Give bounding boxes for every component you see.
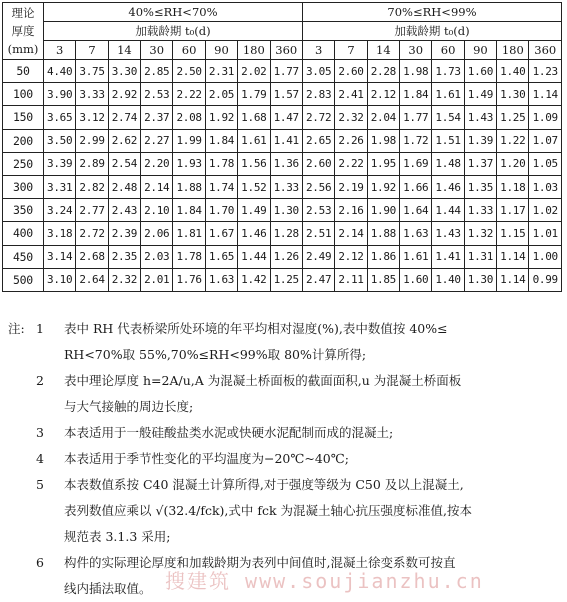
creep-value-cell: 2.77 [76,199,108,222]
table-row [3,152,562,175]
note-number: 6 [36,555,44,570]
creep-coefficient-table [2,2,562,292]
table-body [3,60,562,292]
creep-value-cell: 1.33 [270,175,302,198]
creep-value-cell: 1.23 [529,60,562,83]
site-watermark: 搜建筑 www.soujianzhu.cn [165,569,484,593]
age-header-right-60: 60 [432,41,464,60]
creep-value-cell: 1.61 [238,129,270,152]
note-number: 5 [36,477,44,492]
table-row [3,175,562,198]
creep-value-cell: 2.16 [335,199,367,222]
thickness-cell: 450 [3,245,44,268]
creep-value-cell: 2.54 [108,152,140,175]
creep-value-cell: 1.43 [432,222,464,245]
creep-value-cell: 1.64 [400,199,432,222]
creep-value-cell: 1.92 [367,175,399,198]
creep-value-cell: 1.84 [173,199,205,222]
creep-value-cell: 2.60 [302,152,334,175]
creep-value-cell: 1.20 [497,152,529,175]
creep-value-cell: 1.41 [270,129,302,152]
creep-value-cell: 2.28 [367,60,399,83]
note-4 [0,446,565,472]
creep-value-cell: 1.22 [497,129,529,152]
creep-value-cell: 1.46 [432,175,464,198]
creep-value-cell: 2.14 [141,175,173,198]
note-1 [0,316,565,368]
creep-value-cell: 1.14 [529,83,562,106]
note-number: 4 [36,451,44,466]
creep-value-cell: 3.24 [43,199,75,222]
note-4-line-1: 本表适用于季节性变化的平均温度为−20℃~40℃; [64,451,349,466]
creep-value-cell: 2.11 [335,268,367,291]
creep-value-cell: 2.10 [141,199,173,222]
creep-value-cell: 1.68 [238,106,270,129]
note-3 [0,420,565,446]
note-6 [0,550,565,602]
creep-value-cell: 1.81 [173,222,205,245]
creep-value-cell: 1.84 [400,83,432,106]
creep-value-cell: 1.09 [529,106,562,129]
creep-value-cell: 1.25 [497,106,529,129]
creep-value-cell: 2.06 [141,222,173,245]
creep-value-cell: 2.68 [76,245,108,268]
creep-value-cell: 2.02 [238,60,270,83]
creep-value-cell: 2.62 [108,129,140,152]
creep-value-cell: 1.70 [205,199,237,222]
creep-value-cell: 3.14 [43,245,75,268]
creep-value-cell: 2.92 [108,83,140,106]
creep-value-cell: 1.07 [529,129,562,152]
age-header-right-14: 14 [367,41,399,60]
age-header-left-180: 180 [238,41,270,60]
creep-value-cell: 1.88 [173,175,205,198]
creep-value-cell: 2.50 [173,60,205,83]
note-5-line-1: 本表数值系按 C40 混凝土计算所得,对于强度等级为 C50 及以上混凝土, [64,477,464,492]
creep-value-cell: 1.40 [432,268,464,291]
thickness-header: 理论 厚度 (mm) [3,3,44,60]
creep-value-cell: 1.48 [432,152,464,175]
creep-value-cell: 1.77 [270,60,302,83]
age-header-left-90: 90 [205,41,237,60]
creep-value-cell: 3.65 [43,106,75,129]
creep-value-cell: 1.69 [400,152,432,175]
creep-value-cell: 2.39 [108,222,140,245]
creep-value-cell: 2.32 [335,106,367,129]
creep-value-cell: 1.98 [400,60,432,83]
note-number: 3 [36,425,44,440]
creep-value-cell: 1.93 [173,152,205,175]
creep-value-cell: 1.88 [367,222,399,245]
creep-value-cell: 4.40 [43,60,75,83]
creep-value-cell: 3.10 [43,268,75,291]
note-1-line-2: RH<70%取 55%,70%≤RH<99%取 80%计算所得; [64,347,367,362]
creep-value-cell: 2.01 [141,268,173,291]
creep-value-cell: 2.49 [302,245,334,268]
creep-value-cell: 2.43 [108,199,140,222]
thickness-cell: 350 [3,199,44,222]
creep-value-cell: 1.65 [205,245,237,268]
creep-value-cell: 1.15 [497,222,529,245]
creep-value-cell: 2.53 [302,199,334,222]
creep-value-cell: 2.22 [173,83,205,106]
creep-value-cell: 1.76 [173,268,205,291]
creep-value-cell: 1.31 [464,245,496,268]
creep-value-cell: 1.37 [464,152,496,175]
creep-value-cell: 1.67 [205,222,237,245]
table-row [3,268,562,291]
creep-value-cell: 1.52 [238,175,270,198]
creep-value-cell: 1.44 [238,245,270,268]
creep-value-cell: 2.64 [76,268,108,291]
creep-value-cell: 2.48 [108,175,140,198]
table-row [3,106,562,129]
creep-value-cell: 1.84 [205,129,237,152]
creep-value-cell: 2.27 [141,129,173,152]
age-header-right-30: 30 [400,41,432,60]
table-row [3,222,562,245]
creep-value-cell: 2.31 [205,60,237,83]
creep-value-cell: 1.78 [173,245,205,268]
thickness-cell: 50 [3,60,44,83]
note-2 [0,368,565,420]
creep-value-cell: 1.95 [367,152,399,175]
creep-value-cell: 1.26 [270,245,302,268]
table-row [3,60,562,83]
creep-value-cell: 2.22 [335,152,367,175]
creep-value-cell: 1.77 [400,106,432,129]
creep-value-cell: 1.44 [432,199,464,222]
creep-value-cell: 1.30 [497,83,529,106]
creep-value-cell: 1.36 [270,152,302,175]
creep-value-cell: 2.12 [367,83,399,106]
note-2-line-1: 表中理论厚度 h=2A/u,A 为混凝土桥面板的截面面积,u 为混凝土桥面板 [64,373,462,388]
creep-value-cell: 1.66 [400,175,432,198]
age-header-left-14: 14 [108,41,140,60]
creep-value-cell: 1.28 [270,222,302,245]
creep-value-cell: 1.63 [205,268,237,291]
creep-value-cell: 2.26 [335,129,367,152]
creep-value-cell: 1.56 [238,152,270,175]
creep-value-cell: 1.25 [270,268,302,291]
creep-value-cell: 2.51 [302,222,334,245]
note-5-line-2: 表列数值应乘以 √(32.4/fck),式中 fck 为混凝土轴心抗压强度标准值,按本 [64,503,473,518]
creep-value-cell: 1.46 [238,222,270,245]
creep-value-cell: 1.02 [529,199,562,222]
thickness-cell: 400 [3,222,44,245]
creep-value-cell: 1.35 [464,175,496,198]
note-number: 2 [36,373,44,388]
loading-age-header-right: 加载龄期 t₀(d) [302,22,561,41]
creep-value-cell: 1.30 [270,199,302,222]
creep-value-cell: 1.79 [238,83,270,106]
age-header-left-360: 360 [270,41,302,60]
table-row [3,83,562,106]
creep-value-cell: 2.60 [335,60,367,83]
thickness-cell: 250 [3,152,44,175]
note-6-line-2: 线内插法取值。 [64,581,152,596]
creep-value-cell: 3.30 [108,60,140,83]
creep-value-cell: 1.60 [400,268,432,291]
note-5-line-3: 规范表 3.1.3 采用; [64,529,171,544]
creep-value-cell: 1.54 [432,106,464,129]
creep-value-cell: 1.85 [367,268,399,291]
age-header-left-3: 3 [43,41,75,60]
creep-value-cell: 1.18 [497,175,529,198]
note-6-line-1: 构件的实际理论厚度和加载龄期为表列中间值时,混凝土徐变系数可按直 [64,555,456,570]
creep-value-cell: 1.86 [367,245,399,268]
creep-value-cell: 1.72 [400,129,432,152]
age-header-right-360: 360 [529,41,562,60]
creep-value-cell: 2.56 [302,175,334,198]
table-row [3,199,562,222]
creep-value-cell: 2.35 [108,245,140,268]
creep-value-cell: 2.72 [302,106,334,129]
creep-value-cell: 1.57 [270,83,302,106]
creep-value-cell: 2.05 [205,83,237,106]
creep-value-cell: 3.18 [43,222,75,245]
creep-value-cell: 2.03 [141,245,173,268]
creep-value-cell: 2.89 [76,152,108,175]
creep-value-cell: 3.39 [43,152,75,175]
loading-age-header-left: 加载龄期 t₀(d) [43,22,302,41]
creep-value-cell: 1.47 [270,106,302,129]
creep-value-cell: 2.08 [173,106,205,129]
age-header-right-7: 7 [335,41,367,60]
age-header-left-7: 7 [76,41,108,60]
creep-value-cell: 1.98 [367,129,399,152]
creep-value-cell: 3.33 [76,83,108,106]
creep-value-cell: 1.78 [205,152,237,175]
creep-value-cell: 1.92 [205,106,237,129]
thickness-cell: 200 [3,129,44,152]
note-1-line-1: 表中 RH 代表桥梁所处环境的年平均相对湿度(%),表中数值按 40%≤ [64,321,448,336]
creep-value-cell: 3.50 [43,129,75,152]
creep-value-cell: 1.40 [497,60,529,83]
creep-value-cell: 1.33 [464,199,496,222]
creep-value-cell: 3.05 [302,60,334,83]
creep-value-cell: 2.37 [141,106,173,129]
creep-value-cell: 1.39 [464,129,496,152]
creep-value-cell: 1.32 [464,222,496,245]
note-3-line-1: 本表适用于一般硅酸盐类水泥或快硬水泥配制而成的混凝土; [64,425,394,440]
age-header-right-3: 3 [302,41,334,60]
age-header-right-90: 90 [464,41,496,60]
creep-value-cell: 1.51 [432,129,464,152]
creep-value-cell: 1.03 [529,175,562,198]
thickness-cell: 500 [3,268,44,291]
creep-value-cell: 3.31 [43,175,75,198]
creep-value-cell: 2.47 [302,268,334,291]
creep-value-cell: 3.12 [76,106,108,129]
creep-value-cell: 1.01 [529,222,562,245]
creep-value-cell: 3.90 [43,83,75,106]
creep-value-cell: 1.73 [432,60,464,83]
creep-value-cell: 2.04 [367,106,399,129]
loading-age-row [3,41,562,60]
thickness-cell: 150 [3,106,44,129]
age-header-left-60: 60 [173,41,205,60]
creep-value-cell: 2.85 [141,60,173,83]
creep-value-cell: 2.20 [141,152,173,175]
creep-value-cell: 1.49 [464,83,496,106]
creep-value-cell: 1.17 [497,199,529,222]
creep-value-cell: 1.00 [529,245,562,268]
creep-value-cell: 0.99 [529,268,562,291]
creep-value-cell: 2.65 [302,129,334,152]
creep-value-cell: 2.74 [108,106,140,129]
creep-value-cell: 2.19 [335,175,367,198]
creep-value-cell: 1.99 [173,129,205,152]
age-header-right-180: 180 [497,41,529,60]
creep-value-cell: 2.14 [335,222,367,245]
thickness-cell: 100 [3,83,44,106]
creep-value-cell: 1.61 [400,245,432,268]
creep-value-cell: 1.90 [367,199,399,222]
creep-value-cell: 2.12 [335,245,367,268]
creep-value-cell: 1.30 [464,268,496,291]
creep-value-cell: 1.05 [529,152,562,175]
creep-value-cell: 2.99 [76,129,108,152]
creep-value-cell: 2.32 [108,268,140,291]
creep-value-cell: 1.14 [497,268,529,291]
creep-value-cell: 1.63 [400,222,432,245]
creep-value-cell: 2.82 [76,175,108,198]
creep-value-cell: 1.61 [432,83,464,106]
creep-value-cell: 2.41 [335,83,367,106]
humidity-group-left: 40%≤RH<70% [43,3,302,22]
creep-value-cell: 1.60 [464,60,496,83]
creep-value-cell: 2.83 [302,83,334,106]
note-5 [0,472,565,550]
creep-value-cell: 3.75 [76,60,108,83]
thickness-cell: 300 [3,175,44,198]
table-row [3,129,562,152]
creep-value-cell: 1.74 [205,175,237,198]
creep-value-cell: 1.49 [238,199,270,222]
notes-prefix: 注: [8,321,25,336]
note-2-line-2: 与大气接触的周边长度; [64,399,194,414]
table-row [3,245,562,268]
creep-value-cell: 1.43 [464,106,496,129]
creep-value-cell: 2.72 [76,222,108,245]
humidity-group-right: 70%≤RH<99% [302,3,561,22]
creep-value-cell: 1.14 [497,245,529,268]
note-number: 1 [36,321,44,336]
creep-value-cell: 2.53 [141,83,173,106]
creep-value-cell: 1.42 [238,268,270,291]
table-notes [0,316,565,602]
creep-value-cell: 1.41 [432,245,464,268]
age-header-left-30: 30 [141,41,173,60]
